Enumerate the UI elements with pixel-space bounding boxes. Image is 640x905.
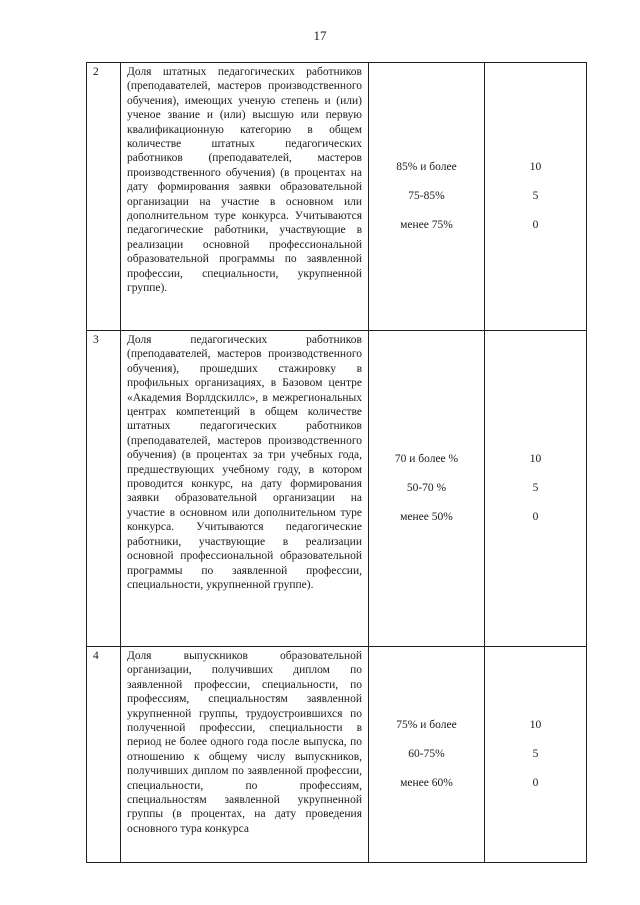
score-value: 10	[529, 161, 542, 173]
threshold-value: менее 50%	[400, 511, 453, 523]
score-value: 10	[529, 453, 542, 465]
threshold-value: менее 60%	[400, 777, 453, 789]
row-number: 4	[87, 647, 121, 863]
threshold-cell	[369, 331, 485, 647]
criterion-text: Доля педагогических работников (преподавателей, мастеров производственного обучения), прошедших стажировку в профильных организациях, в Базовом центре «Академия Ворлдскиллс», в межрегиональных центрах компетенций в общем количестве штатных педагогических работников (преподавателей, мастеров производственного обучения) (в процентах за три учебных года, предшествующих учебному году, в котором проводится конкурс, на дату формирования заявки образовательной организации на участие в основном или дополнительном туре конкурса. Учитываются педагогические работники, участвующие в реализации основной профессиональной образовательной программы по заявленной профессии, специальности, укрупненной группе).	[121, 331, 369, 647]
threshold-value: 75-85%	[408, 190, 445, 202]
criteria-table	[86, 62, 587, 863]
score-cell	[485, 331, 587, 647]
threshold-value: 70 и более %	[394, 453, 459, 465]
score-value: 10	[529, 719, 542, 731]
score-value: 0	[532, 219, 539, 231]
table-row	[87, 647, 587, 863]
table-row	[87, 331, 587, 647]
threshold-value: 75% и более	[396, 719, 457, 731]
table-row	[87, 63, 587, 331]
score-value: 5	[532, 482, 539, 494]
score-value: 5	[532, 748, 539, 760]
row-number: 3	[87, 331, 121, 647]
page-number: 17	[313, 28, 327, 43]
score-cell	[485, 647, 587, 863]
score-value: 0	[532, 511, 539, 523]
score-value: 5	[532, 190, 539, 202]
threshold-value: 60-75%	[408, 748, 445, 760]
threshold-cell	[369, 63, 485, 331]
score-cell	[485, 63, 587, 331]
criterion-text: Доля штатных педагогических работников (преподавателей, мастеров производственного обучения), имеющих ученую степень и (или) ученое звание и (или) высшую или первую квалификационную категорию в общем количестве штатных педагогических работников (преподавателей, мастеров производственного обучения) (в процентах на дату формирования заявки образовательной организации на участие в основном или дополнительном туре конкурса. Учитываются педагогические работники, участвующие в реализации основной профессиональной образовательной программы по заявленной профессии, специальности, укрупненной группе).	[121, 63, 369, 331]
criterion-text: Доля выпускников образовательной организации, получивших диплом по заявленной профессии, специальности, по профессиям, специальностям заявленной укрупненной группы, трудоустроившихся по полученной профессии, специальности в период не более одного года после выпуска, по отношению к общему числу выпускников, получивших диплом по заявленной профессии, специальности, по профессиям, специальностям заявленной укрупненной группы (в процентах, на дату проведения основного тура конкурса	[121, 647, 369, 863]
threshold-value: 85% и более	[396, 161, 457, 173]
score-value: 0	[532, 777, 539, 789]
threshold-cell	[369, 647, 485, 863]
threshold-value: менее 75%	[400, 219, 453, 231]
threshold-value: 50-70 %	[406, 482, 447, 494]
row-number: 2	[87, 63, 121, 331]
